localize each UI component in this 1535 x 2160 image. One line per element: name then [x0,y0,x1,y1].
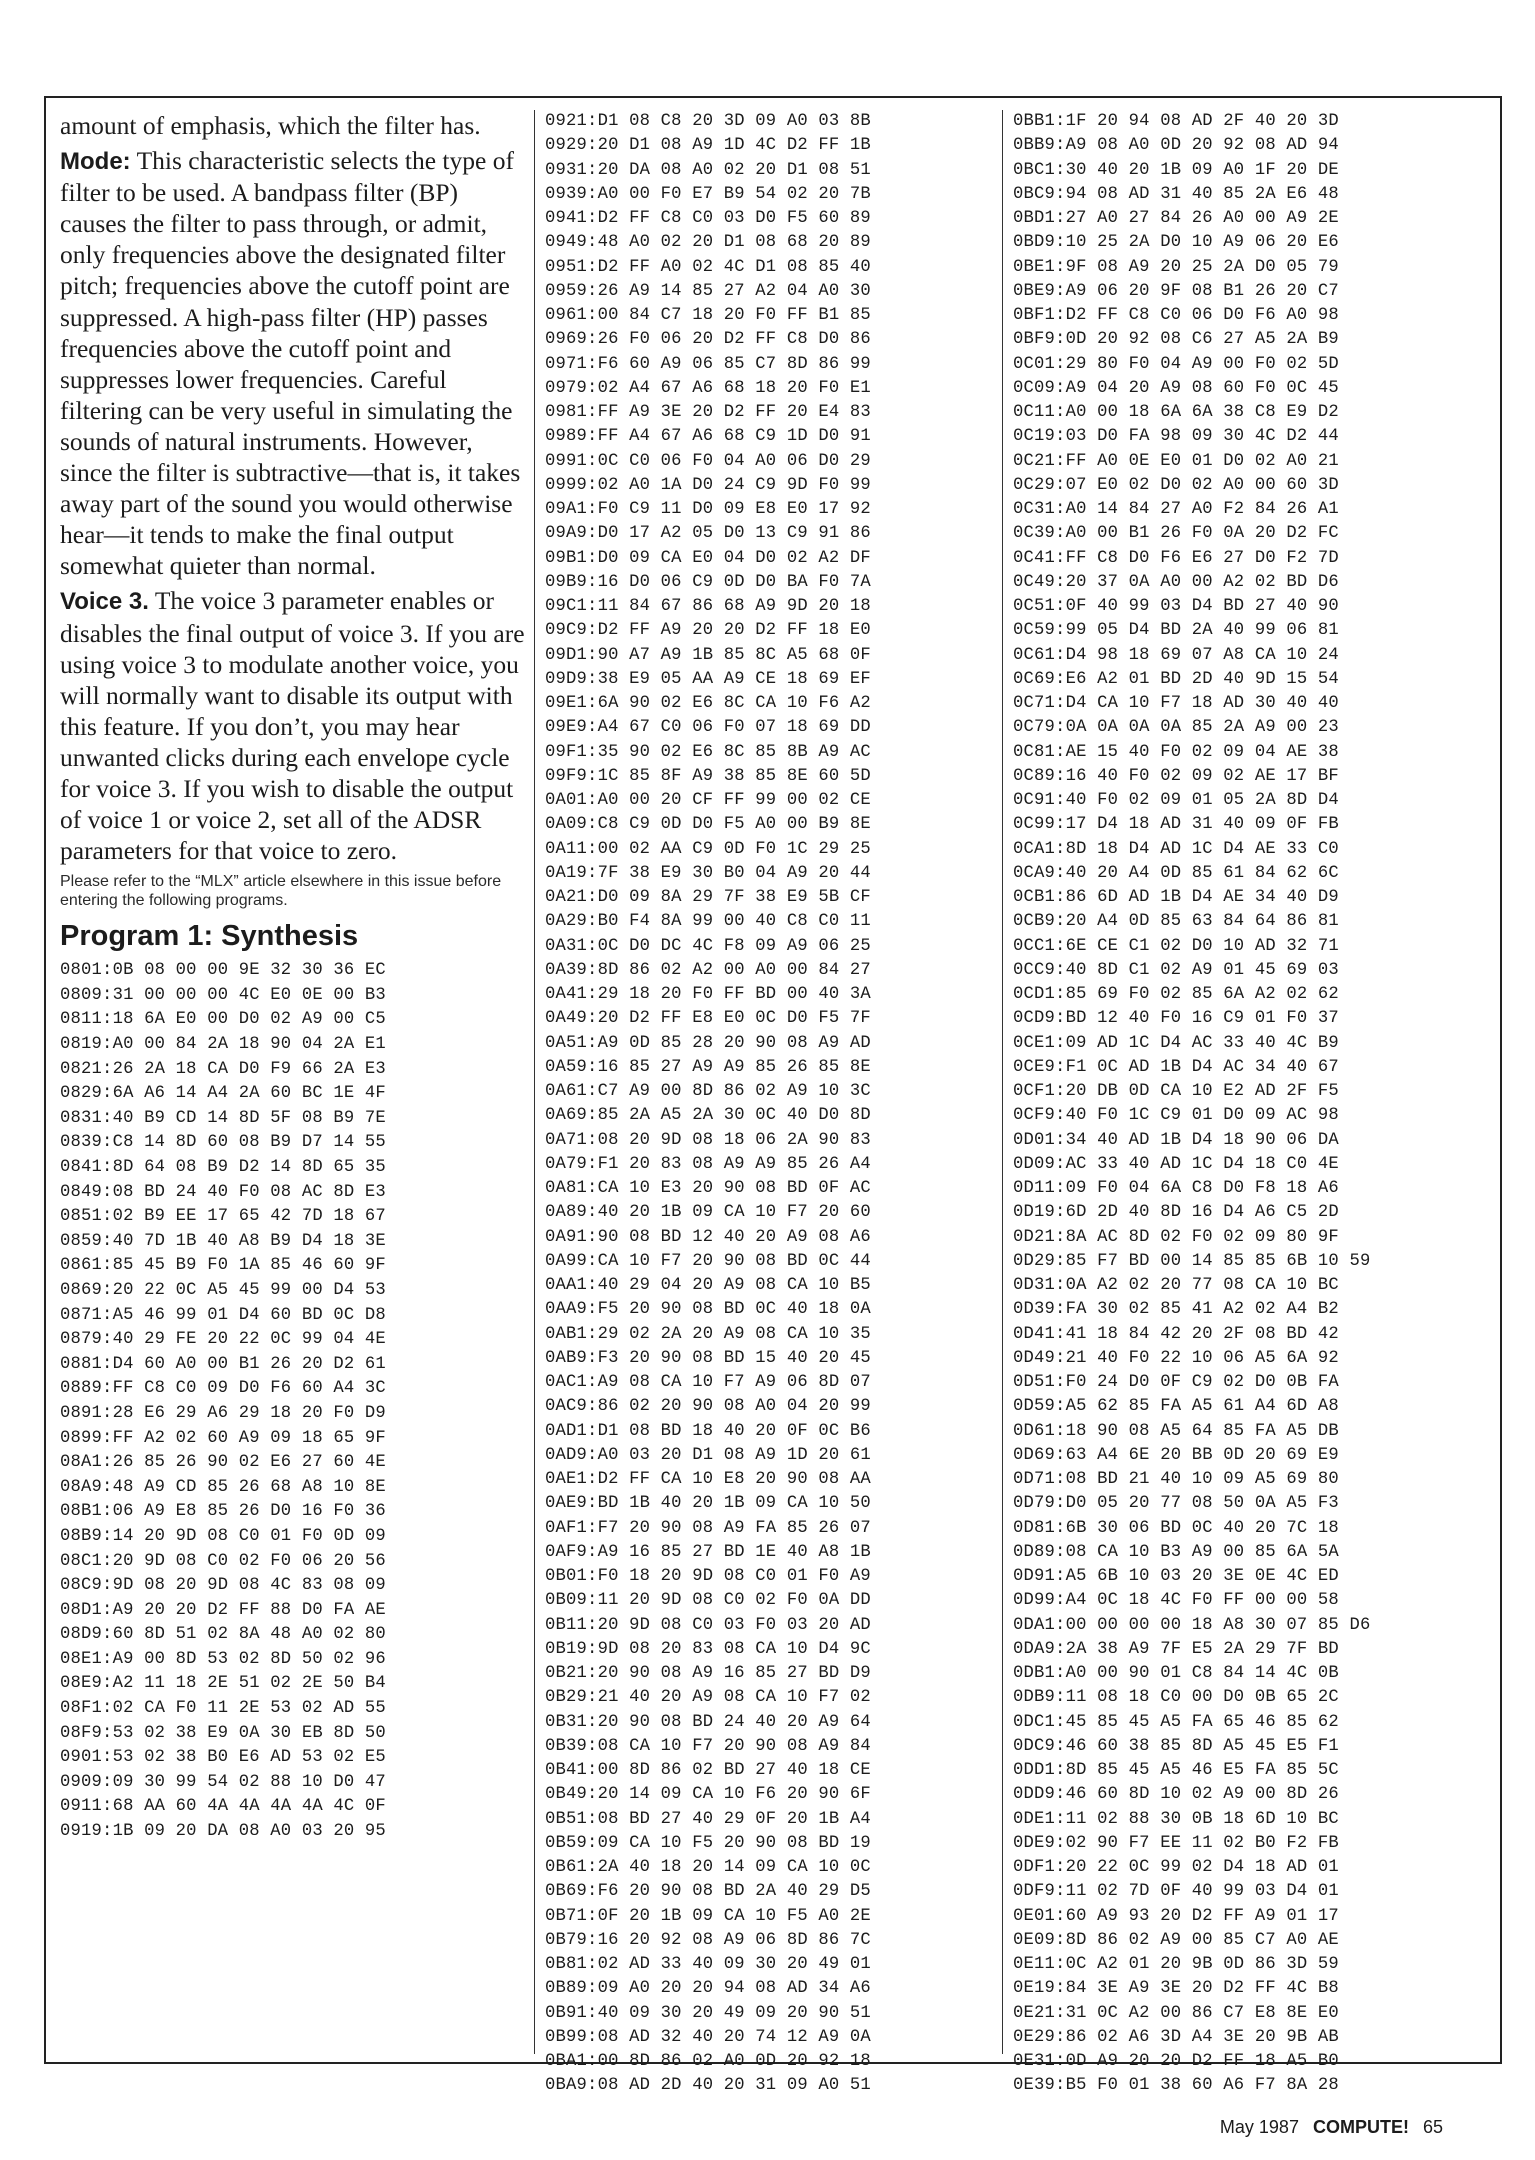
listing-line: 0C99:17 D4 18 AD 31 40 09 0F FB [1013,815,1339,835]
listing-line: 0BA1:00 8D 86 02 A0 0D 20 92 18 [545,2052,871,2071]
listing-line: 0801:0B 08 00 00 9E 32 30 36 EC [60,961,386,981]
listing-line: 0A09:C8 C9 0D D0 F5 A0 00 B9 8E [545,815,871,835]
listing-line: 0871:A5 46 99 01 D4 60 BD 0C D8 [60,1305,386,1325]
listing-line: 09B1:D0 09 CA E0 04 D0 02 A2 DF [545,548,871,568]
listing-line: 0AB1:29 02 2A 20 A9 08 CA 10 35 [545,1324,871,1344]
listing-column-3 [1013,110,1509,2099]
listing-line: 0B21:20 90 08 A9 16 85 27 BD D9 [545,1664,871,1683]
listing-line: 0A59:16 85 27 A9 A9 85 26 85 8E [545,1057,871,1077]
listing-line: 0981:FF A9 3E 20 D2 FF 20 E4 83 [545,403,871,422]
listing-line: 09E9:A4 67 C0 06 F0 07 18 69 DD [545,718,871,738]
listing-line: 0A49:20 D2 FF E8 E0 0C D0 F5 7F [545,1009,871,1029]
listing-line: 0CC1:6E CE C1 02 D0 10 AD 32 71 [1013,936,1339,956]
listing-line: 0C29:07 E0 02 D0 02 A0 00 60 3D [1013,475,1339,495]
listing-line: 08C9:9D 08 20 9D 08 4C 83 08 09 [60,1576,386,1596]
listing-line: 0B59:09 CA 10 F5 20 90 08 BD 19 [545,1833,871,1853]
listing-line: 0BE9:A9 06 20 9F 08 B1 26 20 C7 [1013,281,1339,301]
listing-line: 0C59:99 05 D4 BD 2A 40 99 06 81 [1013,621,1339,641]
listing-line: 08E1:A9 00 8D 53 02 8D 50 02 96 [60,1649,386,1669]
column-2 [534,110,1011,2096]
listing-line: 08F1:02 CA F0 11 2E 53 02 AD 55 [60,1699,386,1719]
listing-line: 0B51:08 BD 27 40 29 0F 20 1B A4 [545,1809,871,1829]
listing-line: 0B29:21 40 20 A9 08 CA 10 F7 02 [545,1688,871,1708]
listing-line: 0A29:B0 F4 8A 99 00 40 C8 C0 11 [545,912,871,932]
listing-line: 0859:40 7D 1B 40 A8 B9 D4 18 3E [60,1231,386,1251]
listing-line: 0891:28 E6 29 A6 29 18 20 F0 D9 [60,1403,386,1423]
listing-line: 0989:FF A4 67 A6 68 C9 1D D0 91 [545,427,871,447]
listing-line: 0B01:F0 18 20 9D 08 C0 01 F0 A9 [545,1567,871,1586]
listing-line: 0C11:A0 00 18 6A 6A 38 C8 E9 D2 [1013,403,1339,422]
listing-line: 0DB1:A0 00 90 01 C8 84 14 4C 0B [1013,1664,1339,1683]
listing-line: 09E1:6A 90 02 E6 8C CA 10 F6 A2 [545,694,871,713]
listing-line: 08B1:06 A9 E8 85 26 D0 16 F0 36 [60,1502,386,1522]
listing-line: 0E21:31 0C A2 00 86 C7 E8 8E E0 [1013,2003,1339,2023]
paragraph-mode: Mode: This characteristic selects the type of filter to be used. A bandpass filter (BP) causes the filter to pass through, or admit, only frequencies above the designated filter pitch; frequencies above the cutoff point are suppressed. A high-pass filter (HP) passes frequencies above the cutoff point and suppresses lower frequencies. Careful filtering can be very useful in simulating the sounds of natural instruments. However, since the filter is subtractive—that is, it takes away part of the sound you would otherwise hear—it tends to make the final output somewhat quieter than normal. [60,146,521,581]
listing-line: 08D1:A9 20 20 D2 FF 88 D0 FA AE [60,1600,386,1620]
listing-line: 0BF9:0D 20 92 08 C6 27 A5 2A B9 [1013,330,1339,350]
listing-line: 0DD9:46 60 8D 10 02 A9 00 8D 26 [1013,1785,1339,1805]
listing-line: 0A41:29 18 20 F0 FF BD 00 40 3A [545,985,871,1004]
listing-line: 0CE1:09 AD 1C D4 AC 33 40 4C B9 [1013,1033,1339,1053]
listing-line: 0939:A0 00 F0 E7 B9 54 02 20 7B [545,184,871,204]
listing-line: 0809:31 00 00 00 4C E0 0E 00 B3 [60,985,386,1005]
listing-line: 0B19:9D 08 20 83 08 CA 10 D4 9C [545,1639,871,1659]
listing-line: 0C51:0F 40 99 03 D4 BD 27 40 90 [1013,597,1339,616]
listing-line: 0A69:85 2A A5 2A 30 0C 40 D0 8D [545,1106,871,1126]
paragraph-emphasis: amount of emphasis, which the filter has. [60,111,481,140]
listing-line: 0E01:60 A9 93 20 D2 FF A9 01 17 [1013,1906,1339,1926]
listing-line: 0AF9:A9 16 85 27 BD 1E 40 A8 1B [545,1542,871,1562]
listing-line: 0B91:40 09 30 20 49 09 20 90 51 [545,2003,871,2023]
listing-line: 0A91:90 08 BD 12 40 20 A9 08 A6 [545,1227,871,1247]
listing-line: 0861:85 45 B9 F0 1A 85 46 60 9F [60,1256,386,1276]
listing-line: 0BB9:A9 08 A0 0D 20 92 08 AD 94 [1013,136,1339,156]
listing-line: 0BA9:08 AD 2D 40 20 31 09 A0 51 [545,2076,871,2096]
listing-line: 0959:26 A9 14 85 27 A2 04 A0 30 [545,281,871,301]
listing-line: 0D19:6D 2D 40 8D 16 D4 A6 C5 2D [1013,1203,1339,1223]
listing-line: 0951:D2 FF A0 02 4C D1 08 85 40 [545,257,871,277]
mlx-note: Please refer to the “MLX” article elsewhere in this issue before entering the following programs. [60,873,502,910]
listing-line: 0DC1:45 85 45 A5 FA 65 46 85 62 [1013,1712,1339,1732]
listing-line: 0999:02 A0 1A D0 24 C9 9D F0 99 [545,475,871,495]
voice3-label: Voice 3. [60,588,149,616]
listing-line: 09F1:35 90 02 E6 8C 85 8B A9 AC [545,742,871,762]
listing-line: 0CB1:86 6D AD 1B D4 AE 34 40 D9 [1013,888,1339,907]
listing-line: 0831:40 B9 CD 14 8D 5F 08 B9 7E [60,1108,386,1128]
listing-line: 0D39:FA 30 02 85 41 A2 02 A4 B2 [1013,1300,1339,1320]
issue-date: May 1987 [1219,2117,1299,2137]
listing-line: 0979:02 A4 67 A6 68 18 20 F0 E1 [545,378,871,398]
listing-line: 0E31:0D A9 20 20 D2 FF 18 A5 B0 [1013,2052,1339,2071]
listing-line: 0DC9:46 60 38 85 8D A5 45 E5 F1 [1013,1736,1339,1756]
listing-line: 0B81:02 AD 33 40 09 30 20 49 01 [545,1955,871,1974]
listing-line: 0A11:00 02 AA C9 0D F0 1C 29 25 [545,839,871,859]
listing-line: 09D9:38 E9 05 AA A9 CE 18 69 EF [545,669,871,689]
listing-line: 0971:F6 60 A9 06 85 C7 8D 86 99 [545,354,871,374]
magazine-name: COMPUTE! [1312,2117,1409,2137]
listing-line: 0D11:09 F0 04 6A C8 D0 F8 18 A6 [1013,1179,1339,1198]
column-1 [60,110,530,2054]
listing-line: 0941:D2 FF C8 C0 03 D0 F5 60 89 [545,209,871,228]
page-number: 65 [1422,2117,1443,2137]
listing-line: 0849:08 BD 24 40 F0 08 AC 8D E3 [60,1182,386,1202]
listing-line: 0A31:0C D0 DC 4C F8 09 A9 06 25 [545,936,871,956]
listing-line: 0AA1:40 29 04 20 A9 08 CA 10 B5 [545,1276,871,1295]
listing-line: 0DA9:2A 38 A9 7F E5 2A 29 7F BD [1013,1639,1339,1659]
listing-line: 0C01:29 80 F0 04 A9 00 F0 02 5D [1013,354,1339,374]
listing-line: 0AF1:F7 20 90 08 A9 FA 85 26 07 [545,1518,871,1538]
listing-line: 0AC9:86 02 20 90 08 A0 04 20 99 [545,1397,871,1417]
listing-line: 0CA1:8D 18 D4 AD 1C D4 AE 33 C0 [1013,839,1339,859]
listing-line: 0A51:A9 0D 85 28 20 90 08 A9 AD [545,1033,871,1053]
listing-line: 0B69:F6 20 90 08 BD 2A 40 29 D5 [545,1882,871,1902]
listing-line: 08E9:A2 11 18 2E 51 02 2E 50 B4 [60,1674,386,1694]
listing-line: 0D59:A5 62 85 FA A5 61 A4 6D A8 [1013,1397,1339,1417]
paragraph-voice3: Voice 3. The voice 3 parameter enables or disables the final output of voice 3. If you are using voice 3 to modulate another voice, you will normally want to disable its output with this feature. If you don’t, you may hear unwanted clicks during each envelope cycle for voice 3. If you wish to disable the output of voice 1 or voice 2, set all of the ADSR parameters for that voice to zero. [60,586,525,866]
listing-line: 0C21:FF A0 0E E0 01 D0 02 A0 21 [1013,451,1339,471]
listing-line: 0821:26 2A 18 CA D0 F9 66 2A E3 [60,1059,386,1079]
listing-line: 09A9:D0 17 A2 05 D0 13 C9 91 86 [545,524,871,544]
listing-line: 0B09:11 20 9D 08 C0 02 F0 0A DD [545,1591,871,1611]
listing-line: 0C91:40 F0 02 09 01 05 2A 8D D4 [1013,791,1339,810]
listing-line: 0811:18 6A E0 00 D0 02 A9 00 C5 [60,1010,386,1030]
page-frame [44,96,1502,2096]
listing-line: 0E09:8D 86 02 A9 00 85 C7 A0 AE [1013,1930,1339,1950]
listing-line: 0BE1:9F 08 A9 20 25 2A D0 05 79 [1013,257,1339,277]
listing-line: 0E39:B5 F0 01 38 60 A6 F7 8A 28 [1013,2076,1339,2096]
program-title: Program 1: Synthesis [60,920,359,953]
listing-line: 0A89:40 20 1B 09 CA 10 F7 20 60 [545,1203,871,1223]
listing-line: 0919:1B 09 20 DA 08 A0 03 20 95 [60,1822,386,1842]
listing-line: 0C61:D4 98 18 69 07 A8 CA 10 24 [1013,645,1339,665]
listing-line: 09D1:90 A7 A9 1B 85 8C A5 68 0F [545,645,871,665]
listing-line: 0D79:D0 05 20 77 08 50 0A A5 F3 [1013,1494,1339,1514]
listing-line: 0889:FF C8 C0 09 D0 F6 60 A4 3C [60,1379,386,1399]
page-footer [1220,2117,1443,2138]
listing-line: 0DB9:11 08 18 C0 00 D0 0B 65 2C [1013,1688,1339,1708]
listing-line: 0D61:18 90 08 A5 64 85 FA A5 DB [1013,1421,1339,1441]
listing-line: 0CD1:85 69 F0 02 85 6A A2 02 62 [1013,985,1339,1004]
listing-line: 0BF1:D2 FF C8 C0 06 D0 F6 A0 98 [1013,306,1339,325]
listing-line: 08A9:48 A9 CD 85 26 68 A8 10 8E [60,1477,386,1497]
listing-line: 0C41:FF C8 D0 F6 E6 27 D0 F2 7D [1013,548,1339,568]
listing-line: 0B39:08 CA 10 F7 20 90 08 A9 84 [545,1736,871,1756]
listing-line: 0DE1:11 02 88 30 0B 18 6D 10 BC [1013,1809,1339,1829]
listing-line: 0AE9:BD 1B 40 20 1B 09 CA 10 50 [545,1494,871,1514]
listing-line: 0D69:63 A4 6E 20 BB 0D 20 69 E9 [1013,1445,1339,1465]
listing-line: 0D29:85 F7 BD 00 14 85 85 6B 10 59 [1013,1251,1371,1271]
listing-line: 08C1:20 9D 08 C0 02 F0 06 20 56 [60,1551,386,1571]
listing-line: 0DF1:20 22 0C 99 02 D4 18 AD 01 [1013,1858,1339,1877]
listing-line: 09B9:16 D0 06 C9 0D D0 BA F0 7A [545,572,871,592]
listing-line: 0E29:86 02 A6 3D A4 3E 20 9B AB [1013,2027,1339,2047]
listing-line: 0DA1:00 00 00 00 18 A8 30 07 85 D6 [1013,1615,1371,1635]
listing-column-1 [60,959,530,1844]
listing-line: 0B41:00 8D 86 02 BD 27 40 18 CE [545,1761,871,1780]
listing-line: 0BC9:94 08 AD 31 40 85 2A E6 48 [1013,184,1339,204]
listing-line: 0D31:0A A2 02 20 77 08 CA 10 BC [1013,1276,1339,1295]
listing-line: 0D89:08 CA 10 B3 A9 00 85 6A 5A [1013,1542,1339,1562]
listing-line: 0D51:F0 24 D0 0F C9 02 D0 0B FA [1013,1373,1339,1392]
listing-line: 09C1:11 84 67 86 68 A9 9D 20 18 [545,597,871,616]
listing-line: 0901:53 02 38 B0 E6 AD 53 02 E5 [60,1748,386,1768]
listing-line: 0D99:A4 0C 18 4C F0 FF 00 00 58 [1013,1591,1339,1611]
listing-line: 0A19:7F 38 E9 30 B0 04 A9 20 44 [545,863,871,883]
listing-line: 0879:40 29 FE 20 22 0C 99 04 4E [60,1330,386,1350]
listing-line: 0AD9:A0 03 20 D1 08 A9 1D 20 61 [545,1445,871,1465]
listing-line: 0AC1:A9 08 CA 10 F7 A9 06 8D 07 [545,1373,871,1392]
listing-line: 0C09:A9 04 20 A9 08 60 F0 0C 45 [1013,378,1339,398]
listing-line: 0CE9:F1 0C AD 1B D4 AC 34 40 67 [1013,1057,1339,1077]
listing-line: 0BD1:27 A0 27 84 26 A0 00 A9 2E [1013,209,1339,228]
listing-line: 0961:00 84 C7 18 20 F0 FF B1 85 [545,306,871,325]
listing-line: 0B79:16 20 92 08 A9 06 8D 86 7C [545,1930,871,1950]
listing-line: 0D71:08 BD 21 40 10 09 A5 69 80 [1013,1470,1339,1489]
listing-line: 0881:D4 60 A0 00 B1 26 20 D2 61 [60,1354,386,1374]
listing-line: 0851:02 B9 EE 17 65 42 7D 18 67 [60,1207,386,1227]
listing-line: 0C49:20 37 0A A0 00 A2 02 BD D6 [1013,572,1339,592]
listing-line: 0BB1:1F 20 94 08 AD 2F 40 20 3D [1013,112,1339,131]
listing-line: 0B89:09 A0 20 20 94 08 AD 34 A6 [545,1979,871,1999]
listing-line: 09C9:D2 FF A9 20 20 D2 FF 18 E0 [545,621,871,641]
listing-line: 0931:20 DA 08 A0 02 20 D1 08 51 [545,160,871,180]
listing-line: 0B61:2A 40 18 20 14 09 CA 10 0C [545,1858,871,1877]
listing-line: 0CA9:40 20 A4 0D 85 61 84 62 6C [1013,863,1339,883]
listing-line: 0E19:84 3E A9 3E 20 D2 FF 4C B8 [1013,1979,1339,1999]
listing-line: 0D81:6B 30 06 BD 0C 40 20 7C 18 [1013,1518,1339,1538]
listing-column-2 [545,110,1011,2099]
listing-line: 0CC9:40 8D C1 02 A9 01 45 69 03 [1013,960,1339,980]
listing-line: 0BD9:10 25 2A D0 10 A9 06 20 E6 [1013,233,1339,253]
listing-line: 0829:6A A6 14 A4 2A 60 BC 1E 4F [60,1084,386,1104]
listing-line: 0A61:C7 A9 00 8D 86 02 A9 10 3C [545,1082,871,1101]
listing-line: 0A99:CA 10 F7 20 90 08 BD 0C 44 [545,1251,871,1271]
listing-line: 0AD1:D1 08 BD 18 40 20 0F 0C B6 [545,1421,871,1441]
listing-line: 0C81:AE 15 40 F0 02 09 04 AE 38 [1013,742,1339,762]
listing-line: 0899:FF A2 02 60 A9 09 18 65 9F [60,1428,386,1448]
listing-line: 0A01:A0 00 20 CF FF 99 00 02 CE [545,791,871,810]
listing-line: 0CF1:20 DB 0D CA 10 E2 AD 2F F5 [1013,1082,1339,1101]
listing-line: 0909:09 30 99 54 02 88 10 D0 47 [60,1772,386,1792]
listing-line: 0E11:0C A2 01 20 9B 0D 86 3D 59 [1013,1955,1339,1974]
listing-line: 0929:20 D1 08 A9 1D 4C D2 FF 1B [545,136,871,156]
listing-line: 0B71:0F 20 1B 09 CA 10 F5 A0 2E [545,1906,871,1926]
listing-line: 0A81:CA 10 E3 20 90 08 BD 0F AC [545,1179,871,1198]
listing-line: 0D01:34 40 AD 1B D4 18 90 06 DA [1013,1130,1339,1150]
listing-line: 0BC1:30 40 20 1B 09 A0 1F 20 DE [1013,160,1339,180]
listing-line: 0C39:A0 00 B1 26 F0 0A 20 D2 FC [1013,524,1339,544]
listing-line: 0CF9:40 F0 1C C9 01 D0 09 AC 98 [1013,1106,1339,1126]
listing-line: 0C71:D4 CA 10 F7 18 AD 30 40 40 [1013,694,1339,713]
listing-line: 08B9:14 20 9D 08 C0 01 F0 0D 09 [60,1526,386,1546]
listing-line: 0AE1:D2 FF CA 10 E8 20 90 08 AA [545,1470,871,1489]
listing-line: 0D09:AC 33 40 AD 1C D4 18 C0 4E [1013,1154,1339,1174]
listing-line: 0B31:20 90 08 BD 24 40 20 A9 64 [545,1712,871,1732]
column-3 [1002,110,1509,2096]
listing-line: 0969:26 F0 06 20 D2 FF C8 D0 86 [545,330,871,350]
listing-line: 0841:8D 64 08 B9 D2 14 8D 65 35 [60,1158,386,1177]
listing-line: 0B99:08 AD 32 40 20 74 12 A9 0A [545,2027,871,2047]
listing-line: 0A79:F1 20 83 08 A9 A9 85 26 A4 [545,1154,871,1174]
listing-line: 0D49:21 40 F0 22 10 06 A5 6A 92 [1013,1348,1339,1368]
listing-line: 0D21:8A AC 8D 02 F0 02 09 80 9F [1013,1227,1339,1247]
listing-line: 0DE9:02 90 F7 EE 11 02 B0 F2 FB [1013,1833,1339,1853]
listing-line: 0D91:A5 6B 10 03 20 3E 0E 4C ED [1013,1567,1339,1586]
listing-line: 0D41:41 18 84 42 20 2F 08 BD 42 [1013,1324,1339,1344]
listing-line: 0A71:08 20 9D 08 18 06 2A 90 83 [545,1130,871,1150]
listing-line: 0A21:D0 09 8A 29 7F 38 E9 5B CF [545,888,871,907]
listing-line: 0C69:E6 A2 01 BD 2D 40 9D 15 54 [1013,669,1339,689]
listing-line: 0B11:20 9D 08 C0 03 F0 03 20 AD [545,1615,871,1635]
listing-line: 0AA9:F5 20 90 08 BD 0C 40 18 0A [545,1300,871,1320]
listing-line: 0949:48 A0 02 20 D1 08 68 20 89 [545,233,871,253]
listing-line: 0A39:8D 86 02 A2 00 A0 00 84 27 [545,960,871,980]
listing-line: 08D9:60 8D 51 02 8A 48 A0 02 80 [60,1625,386,1645]
listing-line: 0B49:20 14 09 CA 10 F6 20 90 6F [545,1785,871,1805]
listing-line: 0C19:03 D0 FA 98 09 30 4C D2 44 [1013,427,1339,447]
listing-line: 08A1:26 85 26 90 02 E6 27 60 4E [60,1453,386,1473]
listing-line: 0CB9:20 A4 0D 85 63 84 64 86 81 [1013,912,1339,932]
listing-line: 0869:20 22 0C A5 45 99 00 D4 53 [60,1280,386,1300]
listing-line: 09F9:1C 85 8F A9 38 85 8E 60 5D [545,766,871,786]
listing-line: 09A1:F0 C9 11 D0 09 E8 E0 17 92 [545,500,871,519]
listing-line: 0911:68 AA 60 4A 4A 4A 4A 4C 0F [60,1797,386,1817]
listing-line: 0DF9:11 02 7D 0F 40 99 03 D4 01 [1013,1882,1339,1902]
listing-line: 0CD9:BD 12 40 F0 16 C9 01 F0 37 [1013,1009,1339,1029]
listing-line: 0839:C8 14 8D 60 08 B9 D7 14 55 [60,1133,386,1153]
listing-line: 0819:A0 00 84 2A 18 90 04 2A E1 [60,1035,386,1055]
mode-label: Mode: [60,148,131,176]
listing-line: 0C89:16 40 F0 02 09 02 AE 17 BF [1013,766,1339,786]
listing-line: 0C79:0A 0A 0A 0A 85 2A A9 00 23 [1013,718,1339,738]
listing-line: 0C31:A0 14 84 27 A0 F2 84 26 A1 [1013,500,1339,519]
listing-line: 0921:D1 08 C8 20 3D 09 A0 03 8B [545,112,871,131]
listing-line: 0DD1:8D 85 45 A5 46 E5 FA 85 5C [1013,1761,1339,1780]
listing-line: 0991:0C C0 06 F0 04 A0 06 D0 29 [545,451,871,471]
listing-line: 08F9:53 02 38 E9 0A 30 EB 8D 50 [60,1723,386,1743]
listing-line: 0AB9:F3 20 90 08 BD 15 40 20 45 [545,1348,871,1368]
